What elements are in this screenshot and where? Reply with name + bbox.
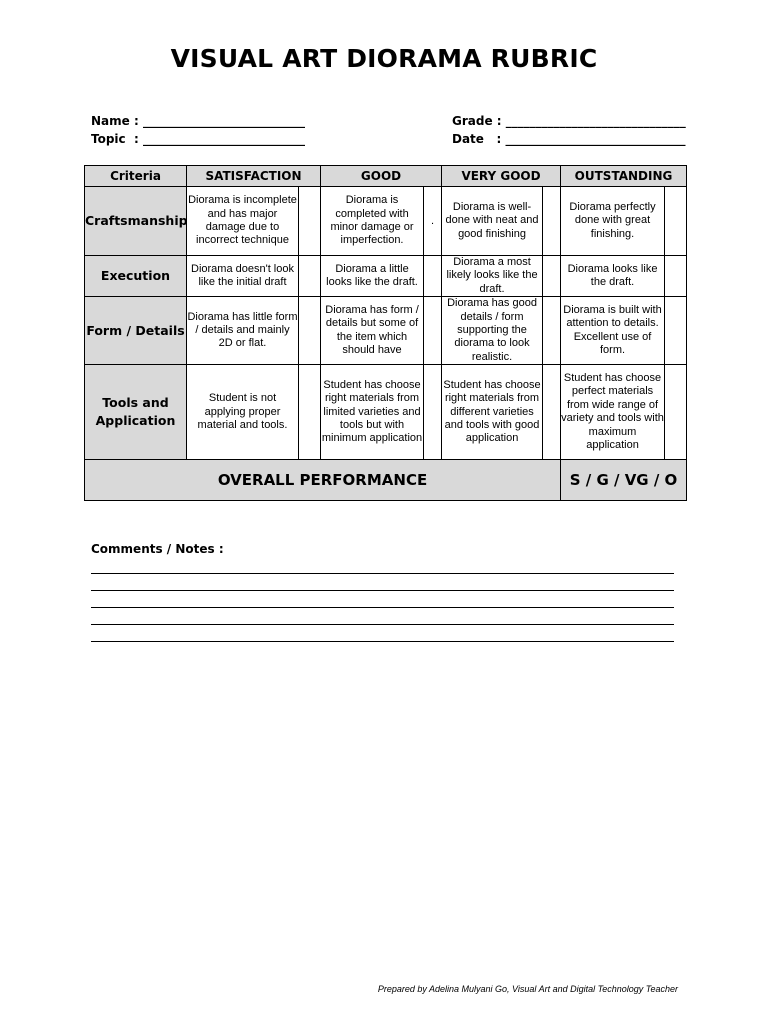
header-row xyxy=(85,166,687,187)
cell-outstanding: Diorama looks like the draft. xyxy=(561,256,665,297)
table-row xyxy=(85,187,687,256)
table-row xyxy=(85,365,687,460)
comment-line[interactable] xyxy=(91,607,674,608)
score-box[interactable] xyxy=(299,187,321,256)
name-field[interactable]: Name : ___________________________ xyxy=(91,114,305,128)
cell-very-good: Diorama has good details / form supporting the diorama to look realistic. xyxy=(442,297,543,365)
comments-label: Comments / Notes : xyxy=(91,542,224,556)
score-box[interactable] xyxy=(299,256,321,297)
score-box[interactable] xyxy=(543,187,561,256)
overall-performance-label: OVERALL PERFORMANCE xyxy=(85,460,561,501)
score-box[interactable]: . xyxy=(424,187,442,256)
score-box[interactable] xyxy=(665,365,687,460)
topic-field[interactable]: Topic : ___________________________ xyxy=(91,132,305,146)
comment-line[interactable] xyxy=(91,573,674,574)
cell-satisfaction: Diorama doesn't look like the initial draft xyxy=(187,256,299,297)
table-row xyxy=(85,256,687,297)
header-very-good: VERY GOOD xyxy=(442,166,561,187)
cell-outstanding: Student has choose perfect materials from wide range of variety and tools with maximum application xyxy=(561,365,665,460)
cell-good: Student has choose right materials from limited varieties and tools but with minimum application xyxy=(321,365,424,460)
cell-good: Diorama is completed with minor damage or imperfection. xyxy=(321,187,424,256)
criteria-form-details: Form / Details xyxy=(85,297,187,365)
cell-outstanding: Diorama perfectly done with great finishing. xyxy=(561,187,665,256)
score-box[interactable] xyxy=(299,365,321,460)
footer-credit: Prepared by Adelina Mulyani Go, Visual Art and Digital Technology Teacher xyxy=(377,984,678,994)
table-row xyxy=(85,297,687,365)
header-outstanding: OUTSTANDING xyxy=(561,166,687,187)
comment-line[interactable] xyxy=(91,590,674,591)
rubric-table xyxy=(84,165,687,501)
overall-scale[interactable]: S / G / VG / O xyxy=(561,460,687,501)
cell-good: Diorama has form / details but some of the item which should have xyxy=(321,297,424,365)
score-box[interactable] xyxy=(543,365,561,460)
cell-outstanding: Diorama is built with attention to details. Excellent use of form. xyxy=(561,297,665,365)
criteria-craftsmanship: Craftsmanship xyxy=(85,187,187,256)
page-title: VISUAL ART DIORAMA RUBRIC xyxy=(170,44,598,73)
criteria-execution: Execution xyxy=(85,256,187,297)
score-box[interactable] xyxy=(424,256,442,297)
score-box[interactable] xyxy=(665,187,687,256)
header-good: GOOD xyxy=(321,166,442,187)
header-criteria: Criteria xyxy=(85,166,187,187)
cell-good: Diorama a little looks like the draft. xyxy=(321,256,424,297)
cell-satisfaction: Diorama has little form / details and mainly 2D or flat. xyxy=(187,297,299,365)
grade-field[interactable]: Grade : ______________________________ xyxy=(452,114,686,128)
criteria-tools-application: Tools and Application xyxy=(85,365,187,460)
cell-very-good: Diorama is well-done with neat and good finishing xyxy=(442,187,543,256)
score-box[interactable] xyxy=(543,256,561,297)
comment-line[interactable] xyxy=(91,624,674,625)
score-box[interactable] xyxy=(424,365,442,460)
cell-very-good: Diorama a most likely looks like the draft. xyxy=(442,256,543,297)
cell-very-good: Student has choose right materials from different varieties and tools with good application xyxy=(442,365,543,460)
header-satisfaction: SATISFACTION xyxy=(187,166,321,187)
score-box[interactable] xyxy=(424,297,442,365)
score-box[interactable] xyxy=(543,297,561,365)
cell-satisfaction: Student is not applying proper material and tools. xyxy=(187,365,299,460)
score-box[interactable] xyxy=(665,297,687,365)
overall-row xyxy=(85,460,687,501)
score-box[interactable] xyxy=(299,297,321,365)
date-field[interactable]: Date : ______________________________ xyxy=(452,132,686,146)
score-box[interactable] xyxy=(665,256,687,297)
cell-satisfaction: Diorama is incomplete and has major damage due to incorrect technique xyxy=(187,187,299,256)
comment-line[interactable] xyxy=(91,641,674,642)
